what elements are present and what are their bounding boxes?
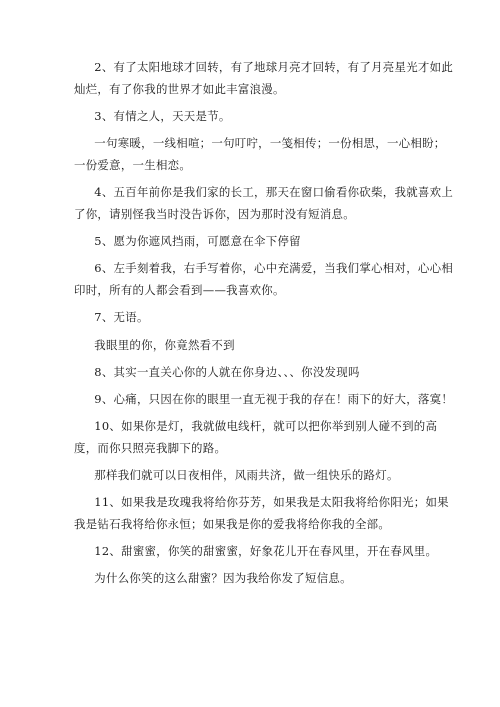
paragraph-7-body: 我眼里的你，你竟然看不到 — [94, 337, 235, 352]
paragraph-10: 10、如果你是灯，我就做电线杆，就可以把你举到别人碰不到的高度，而你只照亮我脚下的路。 — [74, 418, 438, 455]
paragraph-7: 7、无语。 — [94, 310, 149, 325]
paragraph-11: 11、如果我是玫瑰我将给你芬芳，如果我是太阳我将给你阳光；如果我是钻石我将给你永恒；如果我是你的爱我将给你我的全部。 — [74, 494, 449, 531]
paragraph-12: 12、甜蜜蜜，你笑的甜蜜蜜，好象花儿开在春风里，开在春风里。 — [94, 543, 438, 558]
paragraph-6: 6、左手刻着我，右手写着你，心中充满爱，当我们掌心相对，心心相印时，所有的人都会看到——我喜欢你。 — [74, 261, 454, 298]
paragraph-3: 3、有情之人，天天是节。 — [94, 109, 231, 124]
paragraph-12-body: 为什么你笑的这么甜蜜？因为我给你发了短信息。 — [94, 571, 352, 586]
paragraph-9: 9、心痛，只因在你的眼里一直无视于我的存在！雨下的好大，落寞！ — [94, 391, 454, 406]
paragraph-8: 8、其实一直关心你的人就在你身边、、、你没发现吗 — [94, 364, 360, 379]
paragraph-3-body: 一句寒暖，一线相喧；一句叮咛，一笺相传；一份相思，一心相盼；一份爱意，一生相恋。 — [74, 136, 446, 173]
paragraph-5: 5、愿为你遮风挡雨，可愿意在伞下停留 — [94, 234, 301, 249]
paragraph-2: 2、有了太阳地球才回转，有了地球月亮才回转，有了月亮星光才如此灿烂，有了你我的世界才如此丰富浪漫。 — [74, 60, 454, 96]
paragraph-10-body: 那样我们就可以日夜相伴，风雨共济，做一组快乐的路灯。 — [94, 467, 399, 482]
paragraph-4: 4、五百年前你是我们家的长工，那天在窗口偷看你砍柴，我就喜欢上了你，请别怪我当时没告诉你，因为那时没有短消息。 — [74, 185, 454, 222]
